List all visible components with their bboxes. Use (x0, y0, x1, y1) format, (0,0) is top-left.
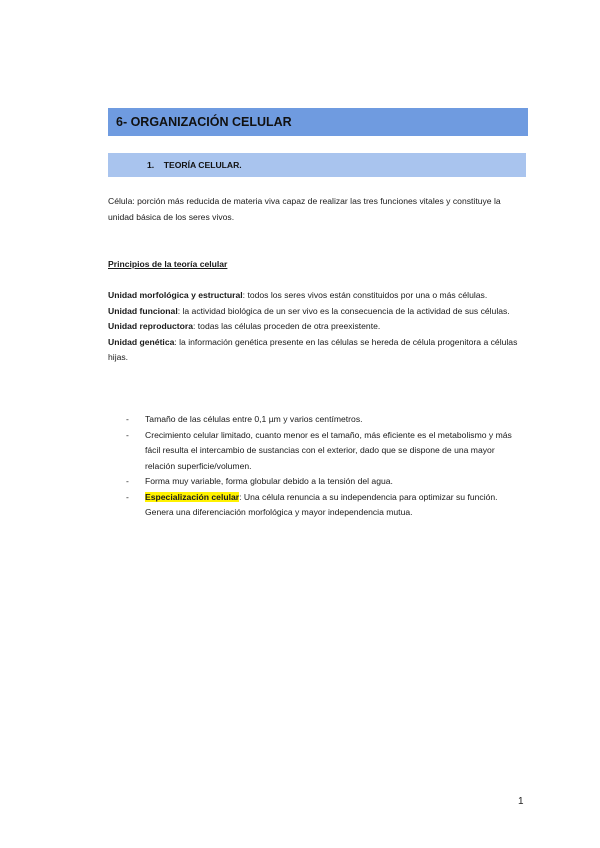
principle-item (108, 319, 526, 335)
principle-text: : la actividad biológica de un ser vivo es la consecuencia de la actividad de sus células. (177, 305, 510, 316)
principle-term: Unidad reproductora (108, 321, 193, 331)
principle-item (108, 288, 526, 304)
principle-text: : todos los seres vivos están constituidos por una o más células. (242, 290, 488, 300)
section-heading-bar (108, 108, 528, 136)
bullet-dash: - (126, 414, 129, 424)
principle-text: : todas las células proceden de otra preexistente. (193, 321, 381, 331)
principle-item (108, 304, 526, 320)
principle-item (108, 335, 526, 366)
subsection-heading: 1. TEORÍA CELULAR. (147, 160, 242, 170)
page-number: 1 (518, 796, 524, 807)
list-item (108, 490, 526, 521)
bullet-dash: - (126, 476, 129, 486)
principle-term: Unidad morfológica y estructural (108, 290, 243, 300)
principles-title: Principios de la teoría celular (108, 259, 228, 269)
principles-list (108, 288, 526, 366)
highlighted-term: Especialización celular (145, 491, 240, 502)
list-item (108, 428, 526, 475)
list-item-text: Crecimiento celular limitado, cuanto menor es el tamaño, más eficiente es el metabolismo y más fácil resulta el intercambio de sustancias con el exterior, dado que se dispone de una mayor relación superficie/volumen. (145, 429, 512, 471)
list-item-text: Forma muy variable, forma globular debido a la tensión del agua. (145, 476, 393, 486)
bullet-dash: - (126, 491, 129, 502)
list-item-text: : Una célula renuncia a su independencia para optimizar su función. Genera una diferenciación morfológica y mayor independencia mutua. (145, 491, 498, 517)
subsection-heading-bar (108, 153, 526, 177)
list-item (108, 474, 526, 490)
principle-text: : la información genética presente en las células se hereda de célula progenitora a células hijas. (108, 336, 518, 362)
characteristics-list (108, 412, 526, 521)
cell-definition: Célula: porción más reducida de materia viva capaz de realizar las tres funciones vitales y constituye la unidad básica de los seres vivos. (108, 196, 501, 222)
section-heading: 6- ORGANIZACIÓN CELULAR (116, 115, 292, 129)
list-item (108, 412, 526, 428)
bullet-dash: - (126, 429, 129, 440)
principle-term: Unidad genética (108, 336, 175, 347)
list-item-text: Tamaño de las células entre 0,1 µm y varios centímetros. (145, 414, 363, 424)
principle-term: Unidad funcional (108, 305, 178, 316)
